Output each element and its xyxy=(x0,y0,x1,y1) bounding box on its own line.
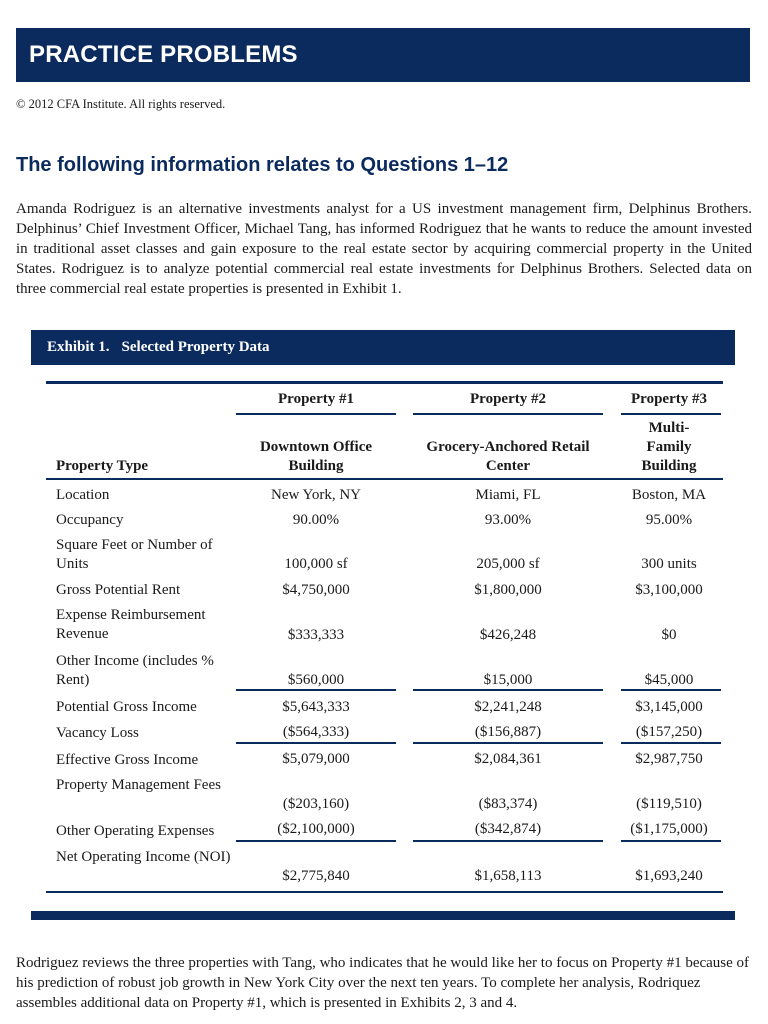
subtotal-rule-9 xyxy=(621,840,721,842)
row-label: Property Management Fees xyxy=(56,777,221,793)
property-type-1: Downtown Office Building xyxy=(259,439,373,474)
column-header-property-2: Property #2 xyxy=(470,391,546,407)
row-value: $3,100,000 xyxy=(635,582,703,598)
row-value: $45,000 xyxy=(644,672,694,688)
property-type-2: Grocery-Anchored Retail Center xyxy=(426,439,590,474)
table-top-rule xyxy=(46,381,723,384)
row-label: Gross Potential Rent xyxy=(56,582,181,598)
property-type-label: Property Type xyxy=(56,458,149,474)
row-value: $2,084,361 xyxy=(474,751,542,767)
column-header-property-3: Property #3 xyxy=(631,391,707,407)
row-value: $3,145,000 xyxy=(635,699,703,715)
row-value: New York, NY xyxy=(270,487,361,503)
row-value: $333,333 xyxy=(287,627,345,643)
row-value: $4,750,000 xyxy=(282,582,350,598)
row-value: ($157,250) xyxy=(635,724,703,740)
page-banner xyxy=(16,28,750,82)
row-value: $426,248 xyxy=(479,627,537,643)
row-label: Other Income (includes % Rent) xyxy=(56,653,214,688)
row-value: $1,693,240 xyxy=(635,868,703,884)
row-label: Effective Gross Income xyxy=(56,752,199,768)
row-value: $2,987,750 xyxy=(635,751,703,767)
row-value: $5,079,000 xyxy=(282,751,350,767)
row-value: Miami, FL xyxy=(475,487,541,503)
row-label: Location xyxy=(56,487,110,503)
row-value: $15,000 xyxy=(483,672,533,688)
row-value: $560,000 xyxy=(287,672,345,688)
subtotal-rule-6 xyxy=(621,742,721,744)
exhibit-title: Selected Property Data xyxy=(121,339,270,355)
closing-paragraph: Rodriguez reviews the three properties with Tang, who indicates that he would like her to focus on Property #1 because of his prediction of robust job growth in New York City over the next ten years. To complete her analysis, Rodriquez assembles additional data on Property #1, which is presented in Exhibits 2, 3 and 4. xyxy=(16,955,750,1011)
property-data-table xyxy=(31,365,735,923)
row-value: ($156,887) xyxy=(474,724,542,740)
section-heading: The following information relates to Questions 1–12 xyxy=(16,154,509,176)
row-value: Boston, MA xyxy=(631,487,707,503)
row-value: $2,775,840 xyxy=(282,868,350,884)
subtotal-rule-7 xyxy=(236,840,396,842)
subtotal-rule-5 xyxy=(413,742,603,744)
subtotal-rule-8 xyxy=(413,840,603,842)
row-value: ($83,374) xyxy=(478,796,538,812)
page-title: PRACTICE PROBLEMS xyxy=(29,41,298,68)
row-label: Net Operating Income (NOI) xyxy=(56,849,231,865)
subtotal-rule-4 xyxy=(236,742,396,744)
row-value: $1,800,000 xyxy=(474,582,542,598)
column-header-property-1: Property #1 xyxy=(278,391,354,407)
row-value: 300 units xyxy=(641,556,697,572)
row-value: $0 xyxy=(661,627,677,643)
row-value: 205,000 sf xyxy=(476,556,540,572)
row-value: 100,000 sf xyxy=(284,556,348,572)
row-value: $1,658,113 xyxy=(474,868,542,884)
exhibit-number: Exhibit 1. xyxy=(47,339,110,355)
row-label: Potential Gross Income xyxy=(56,699,197,715)
row-value: $2,241,248 xyxy=(474,699,542,715)
row-value: ($119,510) xyxy=(636,796,702,812)
row-value: 90.00% xyxy=(292,512,340,528)
row-value: ($203,160) xyxy=(282,796,350,812)
exhibit-bottom-bar xyxy=(31,911,735,920)
property-type-3: Multi-Family Building xyxy=(641,420,697,474)
exhibit-title-bar xyxy=(31,330,735,365)
row-label: Vacancy Loss xyxy=(56,725,139,741)
row-value: ($564,333) xyxy=(282,724,350,740)
row-value: 95.00% xyxy=(645,512,693,528)
copyright-notice: © 2012 CFA Institute. All rights reserved. xyxy=(16,97,226,111)
intro-paragraph: Amanda Rodriguez is an alternative investments analyst for a US investment management firm, Delphinus Brothers. Delphinus’ Chief Investment Officer, Michael Tang, has informed Rodriguez that he wants to reduce the amount invested in traditional asset classes and gain exposure to the real estate sector by acquiring commercial property in the United States. Rodriguez is to analyze potential commercial real estate investments for Delphinus Brothers. Selected data on three commercial real estate properties is presented in Exhibit 1. xyxy=(16,201,752,297)
row-label: Square Feet or Number of Units xyxy=(56,537,213,572)
column-header-rule-2 xyxy=(413,413,603,415)
row-label: Expense Reimbursement Revenue xyxy=(56,607,206,642)
table-bottom-rule xyxy=(46,891,723,893)
row-value: ($2,100,000) xyxy=(277,821,355,837)
row-value: $5,643,333 xyxy=(282,699,350,715)
row-label: Other Operating Expenses xyxy=(56,823,215,839)
row-value: ($342,874) xyxy=(474,821,542,837)
row-label: Occupancy xyxy=(56,512,124,528)
row-value: 93.00% xyxy=(484,512,532,528)
column-header-rule-1 xyxy=(236,413,396,415)
header-bottom-rule xyxy=(46,478,723,480)
row-value: ($1,175,000) xyxy=(630,821,708,837)
column-header-rule-3 xyxy=(621,413,721,415)
